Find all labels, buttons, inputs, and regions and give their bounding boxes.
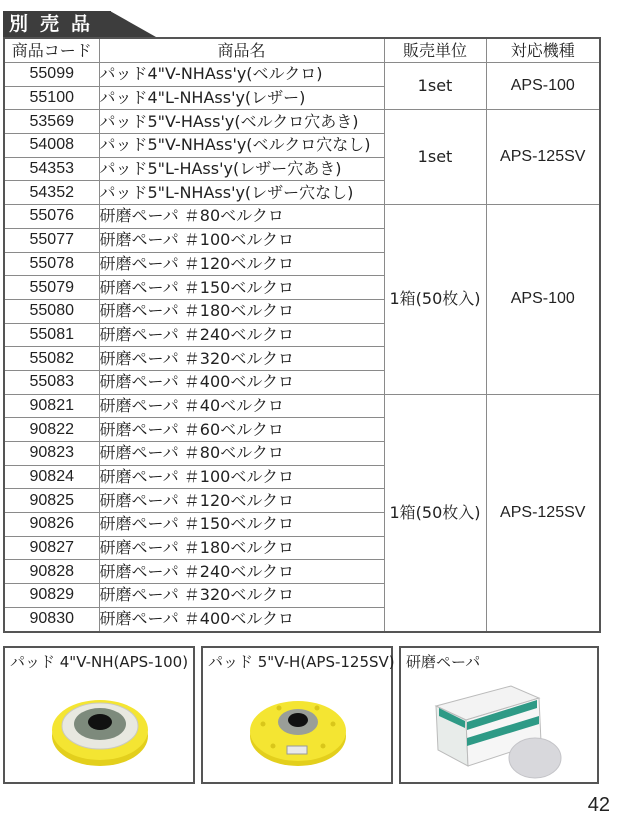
- sales-unit: 1set: [384, 63, 486, 110]
- table-row: [4, 63, 600, 87]
- product-name: 研磨ペーパ ＃400ベルクロ: [99, 607, 384, 631]
- product-code: 90822: [4, 418, 99, 442]
- product-code: 90825: [4, 489, 99, 513]
- product-name: 研磨ペーパ ＃120ベルクロ: [99, 489, 384, 513]
- section-tab-slope: [110, 11, 156, 37]
- product-name: パッド5"L-NHAss'y(レザー穴なし): [99, 181, 384, 205]
- product-name: 研磨ペーパ ＃100ベルクロ: [99, 228, 384, 252]
- sales-unit: 1箱(50枚入): [384, 394, 486, 631]
- product-code: 55080: [4, 299, 99, 323]
- sandpaper-box-image: [431, 676, 571, 782]
- product-name: パッド5"V-HAss'y(ベルクロ穴あき): [99, 110, 384, 134]
- header-unit: 販売単位: [384, 38, 486, 63]
- product-code: 90823: [4, 442, 99, 466]
- product-name: 研磨ペーパ ＃180ベルクロ: [99, 299, 384, 323]
- product-code: 55076: [4, 205, 99, 229]
- product-name: 研磨ペーパ ＃80ベルクロ: [99, 205, 384, 229]
- sanding-pad-4in-image: [45, 684, 155, 774]
- product-code: 55077: [4, 228, 99, 252]
- header-model: 対応機種: [486, 38, 600, 63]
- product-name: 研磨ペーパ ＃320ベルクロ: [99, 347, 384, 371]
- compatible-model: APS-100: [486, 205, 600, 395]
- product-code: 90827: [4, 536, 99, 560]
- product-code: 54353: [4, 157, 99, 181]
- product-code: 55079: [4, 276, 99, 300]
- product-code: 90829: [4, 584, 99, 608]
- table-row: [4, 394, 600, 418]
- header-name: 商品名: [99, 38, 384, 63]
- product-name: 研磨ペーパ ＃100ベルクロ: [99, 465, 384, 489]
- product-code: 54008: [4, 134, 99, 158]
- product-code: 55082: [4, 347, 99, 371]
- product-name: 研磨ペーパ ＃240ベルクロ: [99, 323, 384, 347]
- product-name: パッド4"L-NHAss'y(レザー): [99, 86, 384, 110]
- product-code: 53569: [4, 110, 99, 134]
- product-name: パッド5"L-HAss'y(レザー穴あき): [99, 157, 384, 181]
- compatible-model: APS-125SV: [486, 110, 600, 205]
- accessories-table: [3, 37, 601, 633]
- product-name: 研磨ペーパ ＃400ベルクロ: [99, 370, 384, 394]
- table-row: [4, 205, 600, 229]
- panel-title: パッド 5"V-H(APS-125SV): [208, 653, 395, 671]
- product-code: 90830: [4, 607, 99, 631]
- sales-unit: 1set: [384, 110, 486, 205]
- product-code: 55100: [4, 86, 99, 110]
- product-name: 研磨ペーパ ＃150ベルクロ: [99, 513, 384, 537]
- table-header-row: [4, 38, 600, 63]
- product-code: 90826: [4, 513, 99, 537]
- panel-title: パッド 4"V-NH(APS-100): [10, 653, 189, 671]
- image-panel-sandpaper: [399, 646, 599, 784]
- section-tab-label: 別売品: [9, 13, 103, 35]
- panel-title: 研磨ペーパ: [406, 653, 481, 671]
- product-code: 90821: [4, 394, 99, 418]
- section-tab: [3, 11, 158, 37]
- table-row: [4, 110, 600, 134]
- sanding-pad-5in-image: [243, 688, 353, 774]
- product-name: 研磨ペーパ ＃150ベルクロ: [99, 276, 384, 300]
- product-name: 研磨ペーパ ＃40ベルクロ: [99, 394, 384, 418]
- product-name: パッド4"V-NHAss'y(ベルクロ): [99, 63, 384, 87]
- product-name: 研磨ペーパ ＃80ベルクロ: [99, 442, 384, 466]
- product-name: 研磨ペーパ ＃60ベルクロ: [99, 418, 384, 442]
- product-code: 55078: [4, 252, 99, 276]
- compatible-model: APS-100: [486, 63, 600, 110]
- product-name: 研磨ペーパ ＃120ベルクロ: [99, 252, 384, 276]
- product-name: パッド5"V-NHAss'y(ベルクロ穴なし): [99, 134, 384, 158]
- product-code: 90824: [4, 465, 99, 489]
- product-code: 55081: [4, 323, 99, 347]
- product-code: 90828: [4, 560, 99, 584]
- product-code: 55099: [4, 63, 99, 87]
- product-name: 研磨ペーパ ＃180ベルクロ: [99, 536, 384, 560]
- compatible-model: APS-125SV: [486, 394, 600, 631]
- page-number: 42: [587, 794, 610, 816]
- sales-unit: 1箱(50枚入): [384, 205, 486, 395]
- image-panel-pad-4in: [3, 646, 195, 784]
- product-name: 研磨ペーパ ＃240ベルクロ: [99, 560, 384, 584]
- product-name: 研磨ペーパ ＃320ベルクロ: [99, 584, 384, 608]
- product-code: 55083: [4, 370, 99, 394]
- header-code: 商品コード: [4, 38, 99, 63]
- product-code: 54352: [4, 181, 99, 205]
- image-panel-pad-5in: [201, 646, 393, 784]
